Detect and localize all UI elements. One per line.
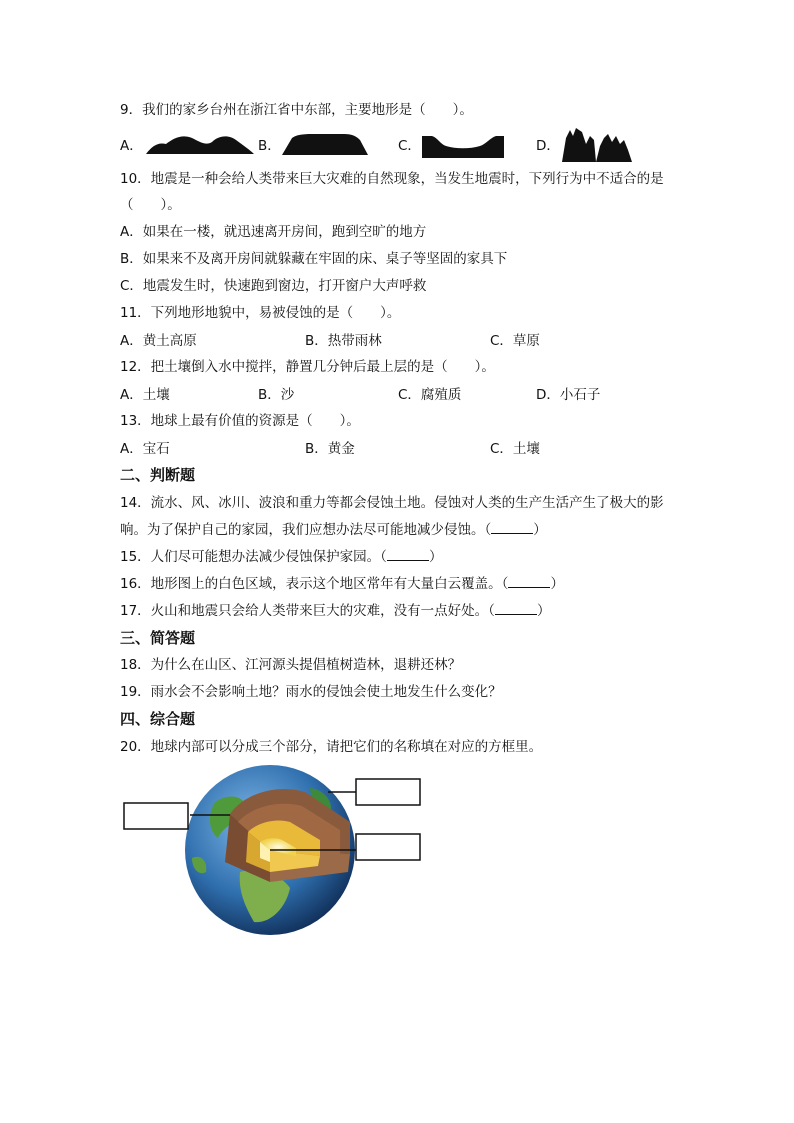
- q12-option-b: B．沙: [258, 387, 295, 403]
- section-2-title: 二、判断题: [120, 466, 196, 484]
- hills-silhouette-icon: [146, 132, 254, 156]
- q9-option-b-label: B．: [258, 138, 281, 154]
- q17-line: [120, 601, 550, 621]
- answer-box-mantle[interactable]: [356, 779, 420, 805]
- q15-text: 15．人们尽可能想办法减少侵蚀保护家园。（: [120, 549, 387, 565]
- q12-stem: 12．把土壤倒入水中搅拌，静置几分钟后最上层的是（ ）。: [120, 359, 495, 375]
- basin-silhouette-icon: [422, 134, 504, 158]
- q10-option-b: B．如果来不及离开房间就躲藏在牢固的床、桌子等坚固的家具下: [120, 251, 508, 267]
- q10-option-c: C．地震发生时，快速跑到窗边，打开窗户大声呼救: [120, 278, 427, 294]
- q13-option-a: A．宝石: [120, 441, 170, 457]
- q15-close-paren: ）: [428, 549, 443, 565]
- q11-option-b: B．热带雨林: [305, 333, 382, 349]
- mountains-silhouette-icon: [562, 126, 632, 162]
- q11-stem: 11．下列地形地貌中，易被侵蚀的是（ ）。: [120, 305, 401, 321]
- q20-text: 20．地球内部可以分成三个部分，请把它们的名称填在对应的方框里。: [120, 739, 543, 755]
- q13-stem: 13．地球上最有价值的资源是（ ）。: [120, 413, 360, 429]
- plateau-silhouette-icon: [282, 132, 368, 156]
- earth-cutaway-icon: [120, 762, 430, 942]
- q16-text: 16．地形图上的白色区域，表示这个地区常年有大量白云覆盖。（: [120, 576, 509, 592]
- answer-box-core[interactable]: [356, 834, 420, 860]
- q10-option-a: A．如果在一楼，就迅速离开房间，跑到空旷的地方: [120, 224, 427, 240]
- q9-option-c-label: C．: [398, 138, 421, 154]
- q17-close-paren: ）: [536, 603, 551, 619]
- q17-answer-blank[interactable]: [495, 602, 537, 615]
- q14-line2: [120, 520, 547, 540]
- q13-option-c: C．土壤: [490, 441, 540, 457]
- q11-option-a: A．黄土高原: [120, 333, 197, 349]
- q10-stem-line2: （ ）。: [120, 197, 181, 213]
- q9-option-a-label: A．: [120, 138, 143, 154]
- q15-line: [120, 547, 442, 567]
- q14-close-paren: ）: [533, 522, 547, 538]
- q12-option-d: D．小石子: [536, 387, 601, 403]
- q9-stem: 9．我们的家乡台州在浙江省中东部，主要地形是（ ）。: [120, 102, 473, 118]
- q12-option-a: A．土壤: [120, 387, 170, 403]
- q12-option-c: C．腐殖质: [398, 387, 462, 403]
- section-3-title: 三、简答题: [120, 629, 196, 647]
- q15-answer-blank[interactable]: [387, 548, 429, 561]
- answer-box-crust[interactable]: [124, 803, 188, 829]
- q9-option-d-label: D．: [536, 138, 560, 154]
- q11-option-c: C．草原: [490, 333, 540, 349]
- q18-text: 18．为什么在山区、江河源头提倡植树造林，退耕还林？: [120, 657, 462, 673]
- q17-text: 17．火山和地震只会给人类带来巨大的灾难，没有一点好处。（: [120, 603, 495, 619]
- section-4-title: 四、综合题: [120, 710, 196, 728]
- q13-option-b: B．黄金: [305, 441, 355, 457]
- q16-line: [120, 574, 564, 594]
- q19-text: 19．雨水会不会影响土地？雨水的侵蚀会使土地发生什么变化？: [120, 684, 502, 700]
- q16-close-paren: ）: [550, 576, 564, 592]
- q14-line1: 14．流水、风、冰川、波浪和重力等都会侵蚀土地。侵蚀对人类的生产生活产生了极大的影: [120, 495, 664, 511]
- q16-answer-blank[interactable]: [508, 575, 550, 588]
- q14-answer-blank[interactable]: [491, 521, 533, 534]
- q14-line2-text: 响。为了保护自己的家园，我们应想办法尽可能地减少侵蚀。（: [120, 522, 492, 538]
- q10-stem-line1: 10．地震是一种会给人类带来巨大灾难的自然现象，当发生地震时，下列行为中不适合的是: [120, 171, 664, 187]
